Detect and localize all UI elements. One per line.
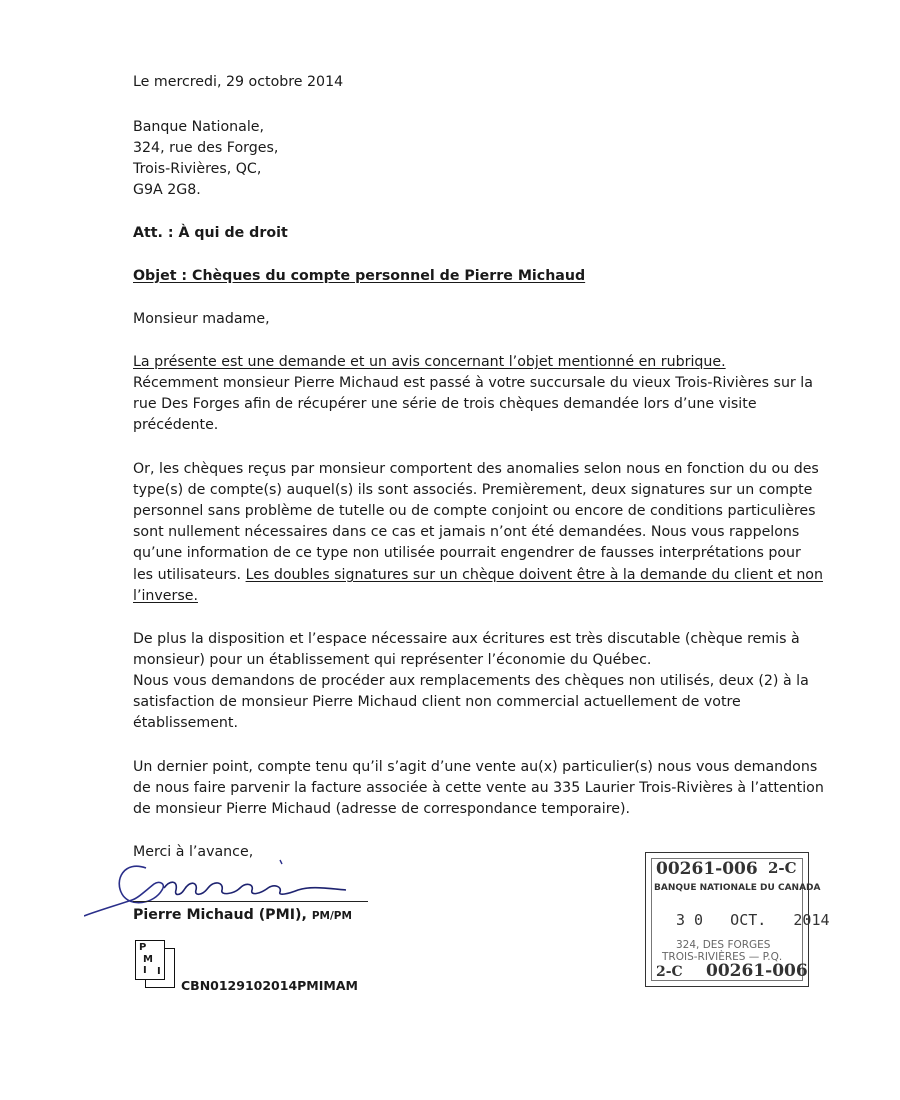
- signatory-initials: PM/PM: [311, 910, 352, 922]
- letter-date: Le mercredi, 29 octobre 2014: [133, 74, 344, 90]
- underlined-text: Les doubles signatures sur un chèque doivent être à la demande du client et non: [245, 567, 823, 583]
- stamp-code: 2-C: [768, 859, 797, 877]
- stamp-date: 3 0 OCT. 2014: [676, 911, 830, 929]
- bank-stamp: [645, 852, 830, 987]
- icon-letter-i: I: [157, 966, 161, 977]
- salutation: Monsieur madame,: [133, 311, 270, 327]
- paragraph-line: rue Des Forges afin de récupérer une série de trois chèques demandée lors d’une visite: [133, 396, 757, 412]
- paragraph-line: qu’une information de ce type non utilisée pourrait engendrer de fausses interprétations pour: [133, 545, 801, 561]
- stamp-address-1: 324, DES FORGES: [676, 939, 771, 951]
- paragraph-line: Or, les chèques reçus par monsieur comportent des anomalies selon nous en fonction du ou des: [133, 461, 819, 477]
- closing-line: Merci à l’avance,: [133, 844, 254, 860]
- subject-line: Objet : Chèques du compte personnel de Pierre Michaud: [133, 268, 586, 284]
- paragraph-line: de nous faire parvenir la facture associée à cette vente au 335 Laurier Trois-Rivières à l’attention: [133, 780, 824, 796]
- recipient-postal: G9A 2G8.: [133, 182, 201, 198]
- paragraph-line: monsieur) pour un établissement qui représenter l’économie du Québec.: [133, 652, 652, 668]
- pmi-document-icon: [133, 940, 179, 990]
- paragraph-line: établissement.: [133, 715, 238, 731]
- stamp-bank-name: BANQUE NATIONALE DU CANADA: [654, 883, 821, 893]
- paragraph-line: personnel sans problème de tutelle ou de compte conjoint ou encore de conditions particulières: [133, 503, 816, 519]
- stamp-transit: 00261-006: [656, 859, 758, 879]
- recipient-name: Banque Nationale,: [133, 119, 265, 135]
- recipient-street: 324, rue des Forges,: [133, 140, 279, 156]
- paragraph-line: La présente est une demande et un avis concernant l’objet mentionné en rubrique.: [133, 354, 726, 370]
- paragraph-line: satisfaction de monsieur Pierre Michaud client non commercial actuellement de votre: [133, 694, 741, 710]
- paragraph-line: [133, 565, 823, 586]
- paragraph-text: les utilisateurs.: [133, 567, 246, 583]
- recipient-city: Trois-Rivières, QC,: [133, 161, 262, 177]
- paragraph-line: Nous vous demandons de procéder aux remplacements des chèques non utilisés, deux (2) à la: [133, 673, 809, 689]
- paragraph-line: précédente.: [133, 417, 219, 433]
- paragraph-line: De plus la disposition et l’espace nécessaire aux écritures est très discutable (chèque remis à: [133, 631, 800, 647]
- signatory-full-name: Pierre Michaud (PMI),: [133, 907, 307, 923]
- attention-line: Att. : À qui de droit: [133, 225, 288, 241]
- paragraph-line: type(s) de compte(s) auquel(s) ils sont associés. Premièrement, deux signatures sur un compte: [133, 482, 813, 498]
- paragraph-line: Récemment monsieur Pierre Michaud est passé à votre succursale du vieux Trois-Rivières sur la: [133, 375, 813, 391]
- stamp-address-2: TROIS-RIVIÈRES — P.Q.: [662, 951, 783, 963]
- stamp-bottom-transit: 00261-006: [706, 961, 808, 981]
- stamp-bottom-code: 2-C: [656, 964, 683, 980]
- icon-letter-p: P: [139, 942, 147, 953]
- signature-line: [133, 901, 368, 902]
- signatory-name: [133, 905, 352, 927]
- paragraph-line: Un dernier point, compte tenu qu’il s’agit d’une vente au(x) particulier(s) nous vous demandons: [133, 759, 818, 775]
- reference-code: CBN0129102014PMIMAM: [181, 978, 358, 993]
- underlined-text: l’inverse.: [133, 588, 198, 604]
- icon-letters-mi: M I: [143, 954, 155, 976]
- paragraph-line: sont nullement nécessaires dans ce cas et jamais n’ont été demandées. Nous vous rappelons: [133, 524, 800, 540]
- paragraph-line: de monsieur Pierre Michaud (adresse de correspondance temporaire).: [133, 801, 630, 817]
